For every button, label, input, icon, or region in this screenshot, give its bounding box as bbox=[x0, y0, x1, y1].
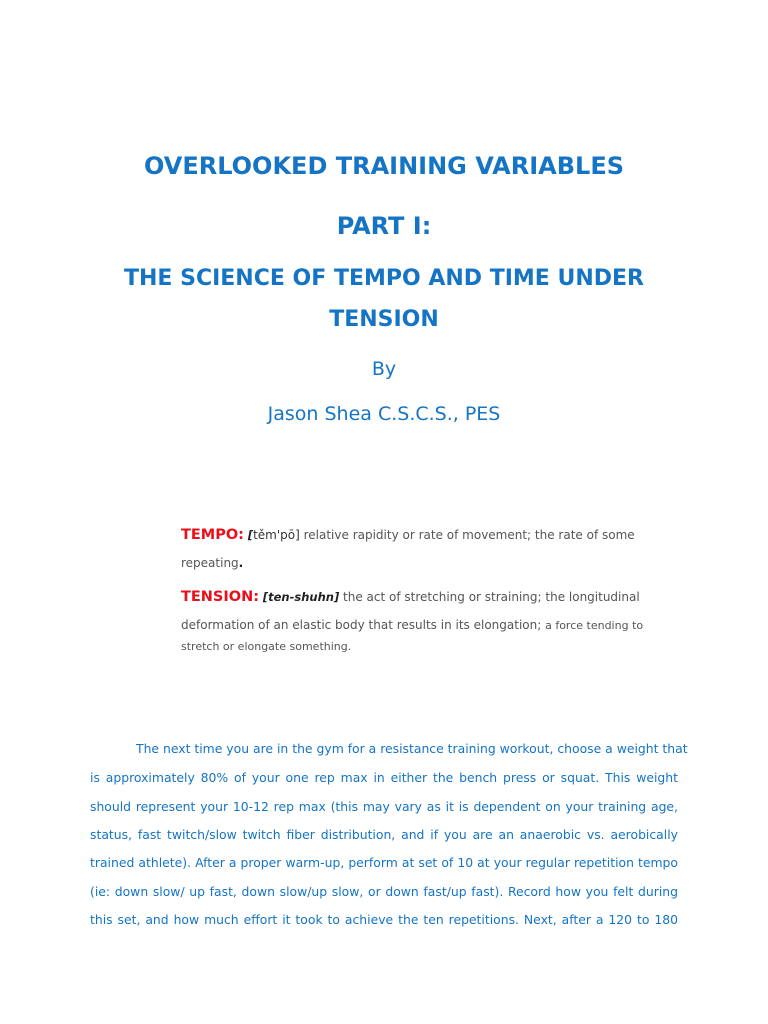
body-line: status, fast twitch/slow twitch fiber distribution, and if you are an anaerobic vs. aerobically bbox=[90, 827, 678, 842]
body-line: should represent your 10-12 rep max (this may vary as it is dependent on your training age, bbox=[90, 799, 678, 814]
tempo-pronunciation: těm'pō] bbox=[253, 528, 300, 542]
tempo-term: TEMPO: bbox=[181, 527, 244, 543]
tempo-bracket: [ bbox=[247, 528, 254, 542]
body-line: The next time you are in the gym for a resistance training workout, choose a weight that bbox=[136, 741, 688, 756]
tension-definition-line-1 bbox=[181, 589, 640, 605]
tension-definition-line-2 bbox=[181, 618, 643, 632]
tempo-definition-line-1 bbox=[181, 527, 635, 543]
tension-definition-text-2b: a force tending to bbox=[545, 619, 644, 632]
author-name: Jason Shea C.S.C.S., PES bbox=[267, 403, 501, 425]
tension-definition-text-1: the act of stretching or straining; the longitudinal bbox=[339, 590, 640, 604]
tension-pronunciation: [ten-shuhn] bbox=[262, 590, 340, 604]
byline: By bbox=[371, 358, 397, 380]
tension-definition-text-3: stretch or elongate something. bbox=[181, 640, 352, 653]
document-title: OVERLOOKED TRAINING VARIABLES bbox=[144, 152, 624, 180]
subtitle-line-2: TENSION bbox=[329, 307, 439, 332]
tempo-definition-end: . bbox=[238, 556, 244, 570]
body-line: trained athlete). After a proper warm-up, perform at set of 10 at your regular repetition tempo bbox=[90, 855, 678, 870]
subtitle-line-1: THE SCIENCE OF TEMPO AND TIME UNDER bbox=[124, 266, 644, 291]
tempo-definition-line-2 bbox=[181, 556, 243, 570]
tempo-definition-text-1: relative rapidity or rate of movement; the rate of some bbox=[299, 528, 635, 542]
body-line: is approximately 80% of your one rep max in either the bench press or squat. This weight bbox=[90, 770, 678, 785]
tension-term: TENSION: bbox=[181, 589, 260, 605]
body-line: this set, and how much effort it took to achieve the ten repetitions. Next, after a 120 to 180 bbox=[90, 912, 678, 927]
tension-definition-text-2a: deformation of an elastic body that results in its elongation; bbox=[181, 618, 546, 632]
tension-definition-line-3 bbox=[181, 640, 351, 653]
body-line: (ie: down slow/ up fast, down slow/up slow, or down fast/up fast). Record how you felt during bbox=[90, 884, 678, 899]
tempo-definition-text-2: repeating bbox=[181, 556, 239, 570]
part-heading: PART I: bbox=[336, 212, 432, 240]
